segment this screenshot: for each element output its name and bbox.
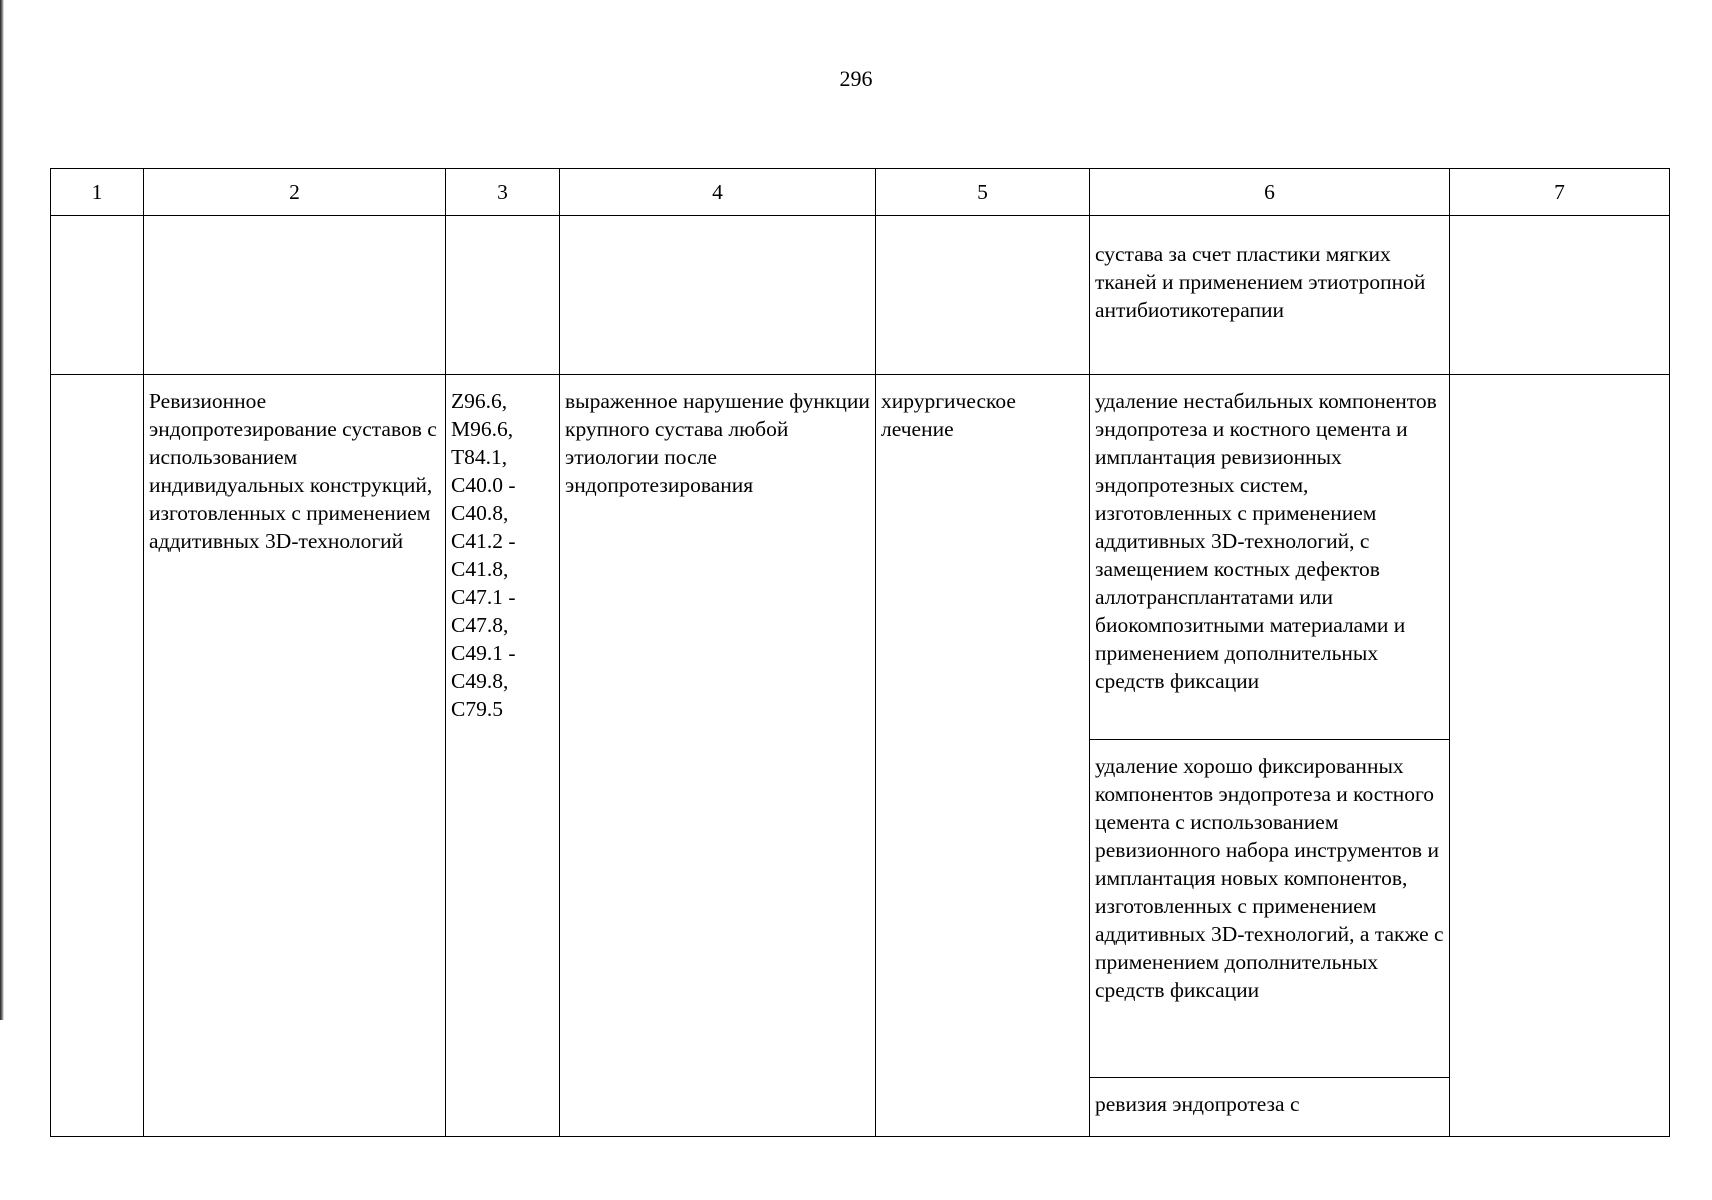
diagnosis-code: C47.8,	[451, 613, 509, 637]
table-cell	[51, 375, 144, 1137]
diagnosis-code: C41.2 -	[451, 529, 516, 553]
diagnosis-code: C40.8,	[451, 501, 509, 525]
table-cell	[446, 216, 560, 375]
diagnosis-code: C47.1 -	[451, 585, 516, 609]
method-cell: удаление хорошо фиксированных компонентов эндопротеза и костного цемента с использованием ревизионного набора инструментов и имплантация новых компонентов, изготовленных с применением аддитивных 3D-технологий, а также с применением дополнительных средств фиксации	[1090, 740, 1450, 1078]
method-cell-continued: сустава за счет пластики мягких тканей и применением этиотропной антибиотикотерапии	[1090, 216, 1450, 375]
diagnosis-code: C49.8,	[451, 669, 509, 693]
diagnosis-code: M96.6,	[451, 417, 514, 441]
diagnosis-code: T84.1,	[451, 445, 508, 469]
diagnosis-code: C40.0 -	[451, 473, 516, 497]
method-cell: ревизия эндопротеза с	[1090, 1078, 1450, 1137]
procedures-table	[50, 168, 1670, 1137]
column-header: 2	[144, 169, 446, 216]
method-cell: удаление нестабильных компонентов эндопротеза и костного цемента и имплантация ревизионных эндопротезных систем, изготовленных с применением аддитивных 3D-технологий, с замещением костных дефектов аллотрансплантатами или биокомпозитными материалами и применением дополнительных средств фиксации	[1090, 375, 1450, 740]
column-header: 7	[1450, 169, 1670, 216]
diagnosis-code: Z96.6,	[451, 389, 508, 413]
diagnosis-code: C79.5	[451, 697, 503, 721]
table-row	[51, 375, 1670, 740]
table-cell	[876, 216, 1090, 375]
diagnosis-codes-cell	[446, 375, 560, 1137]
table-cell	[1450, 216, 1670, 375]
treatment-type-cell: хирургическое лечение	[876, 375, 1090, 1137]
column-header: 4	[560, 169, 876, 216]
column-header: 1	[51, 169, 144, 216]
procedure-name-cell: Ревизионное эндопротезирование суставов с использованием индивидуальных конструкций, изготовленных с применением аддитивных 3D-технологий	[144, 375, 446, 1137]
table-header-row	[51, 169, 1670, 216]
condition-cell: выраженное нарушение функции крупного сустава любой этиологии после эндопротезирования	[560, 375, 876, 1137]
scan-edge	[0, 0, 4, 1020]
page-number: 296	[839, 66, 873, 91]
table-cell	[560, 216, 876, 375]
column-header: 5	[876, 169, 1090, 216]
continuation-row	[51, 216, 1670, 375]
diagnosis-code: C49.1 -	[451, 641, 516, 665]
column-header: 6	[1090, 169, 1450, 216]
table-cell	[51, 216, 144, 375]
table-cell	[1450, 375, 1670, 1137]
column-header: 3	[446, 169, 560, 216]
table-cell	[144, 216, 446, 375]
diagnosis-code: C41.8,	[451, 557, 509, 581]
